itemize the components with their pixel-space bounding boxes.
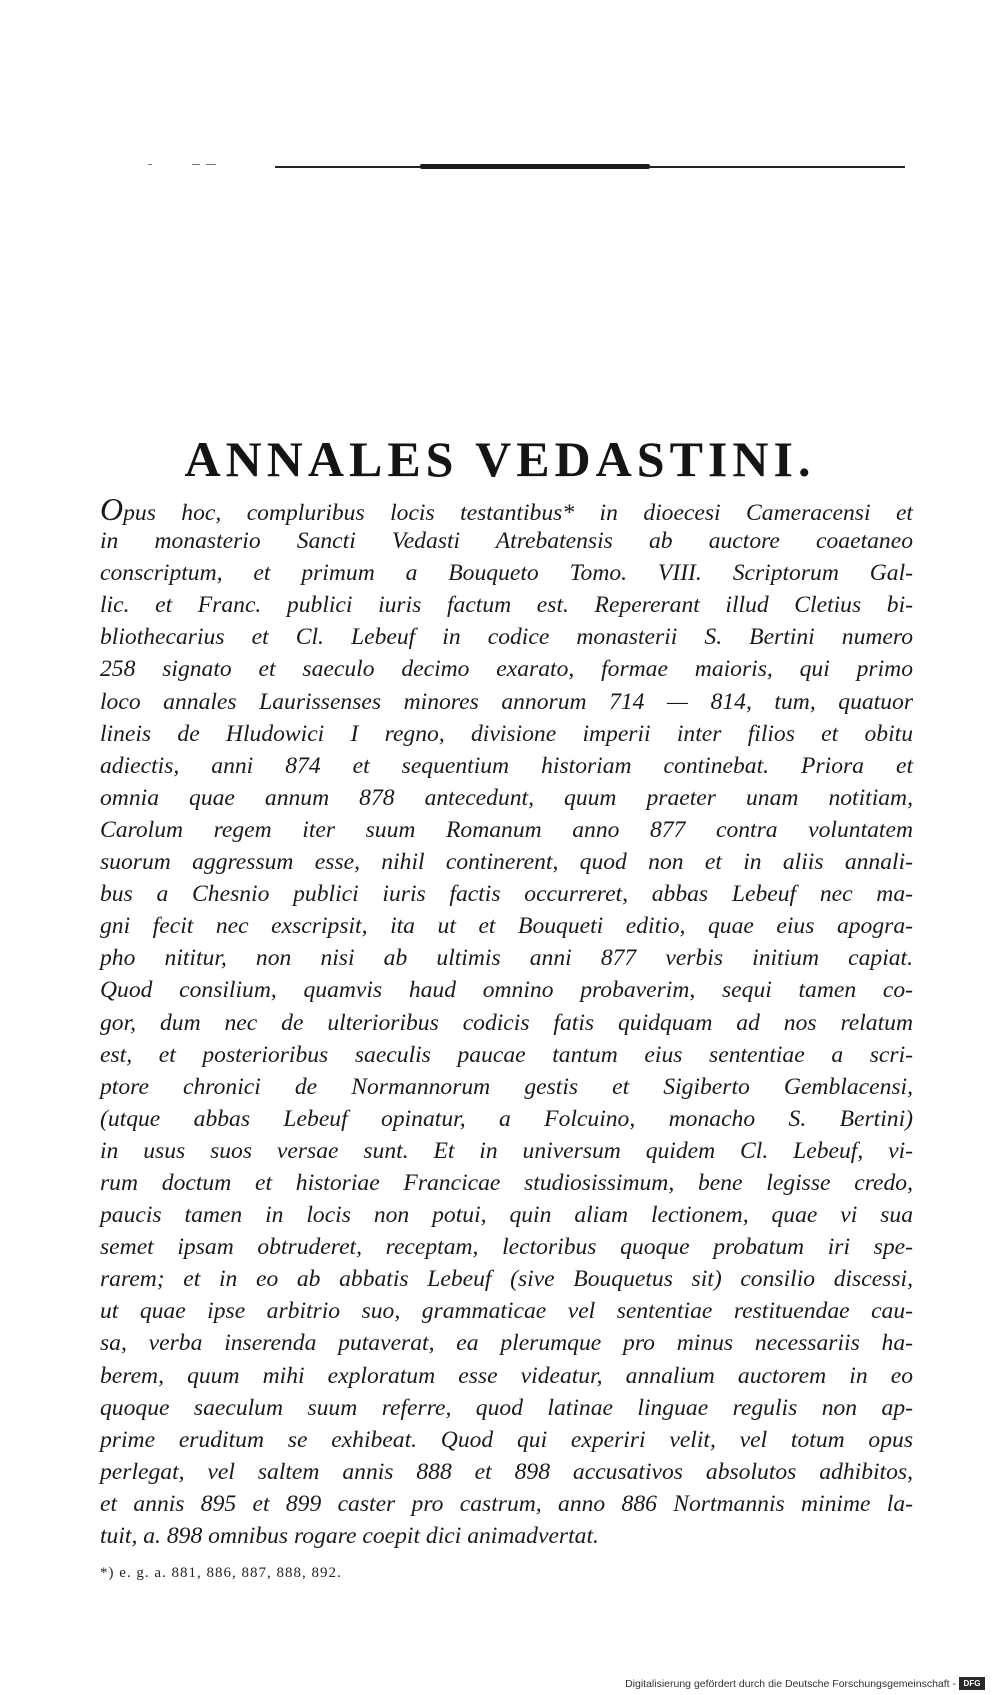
- text-line-content: rum doctum et historiae Francicae studiosissimum, bene legisse credo,: [100, 1169, 913, 1196]
- text-line: [100, 1039, 913, 1071]
- text-line-content: bliothecarius et Cl. Lebeuf in codice monasterii S. Bertini numero: [100, 624, 913, 651]
- text-line-content: est, et posterioribus saeculis paucae tantum eius sententiae a scri-: [100, 1041, 913, 1068]
- text-line-content: tuit, a. 898 omnibus rogare coepit dici animadvertat.: [100, 1523, 599, 1549]
- text-line-content: ut quae ipse arbitrio suo, grammaticae vel sententiae restituendae cau-: [100, 1298, 913, 1325]
- text-line: [100, 1392, 913, 1424]
- text-line-content: et annis 895 et 899 caster pro castrum, anno 886 Nortmannis minime la-: [100, 1490, 913, 1517]
- text-line: [100, 1071, 913, 1103]
- text-line: [100, 557, 913, 589]
- text-line: [100, 1327, 913, 1359]
- text-line: [100, 878, 913, 910]
- text-line: [100, 1167, 913, 1199]
- text-line: [100, 1360, 913, 1392]
- text-line: [100, 814, 913, 846]
- drop-cap: O: [100, 491, 124, 527]
- text-line-content: in monasterio Sancti Vedasti Atrebatensis ab auctore coaetaneo: [100, 528, 913, 555]
- dfg-logo: DFG: [959, 1677, 985, 1690]
- top-rule-swell: [420, 164, 650, 169]
- body-paragraph: [100, 493, 913, 1552]
- text-line: [100, 1199, 913, 1231]
- text-line: [100, 1295, 913, 1327]
- text-line: [100, 1488, 913, 1520]
- text-line: [100, 782, 913, 814]
- text-line-content: Quod consilium, quamvis haud omnino probaverim, sequi tamen co-: [100, 977, 913, 1004]
- page-title: ANNALES VEDASTINI.: [184, 430, 816, 487]
- text-line-content: pus hoc, compluribus locis testantibus* in dioecesi Cameracensi et: [123, 500, 913, 526]
- text-line-content: rarem; et in eo ab abbatis Lebeuf (sive Bouquetus sit) consilio discessi,: [100, 1266, 913, 1293]
- rule-fragment: [148, 164, 218, 166]
- text-line: [100, 1135, 913, 1167]
- text-line-content: gni fecit nec exscripsit, ita ut et Bouqueti editio, quae eius apogra-: [100, 913, 913, 940]
- text-line-content: in usus suos versae sunt. Et in universum quidem Cl. Lebeuf, vi-: [100, 1137, 913, 1164]
- text-line: [100, 621, 913, 653]
- text-line: [100, 1007, 913, 1039]
- text-line-content: gor, dum nec de ulterioribus codicis fatis quidquam ad nos relatum: [100, 1009, 913, 1036]
- text-line-content: Carolum regem iter suum Romanum anno 877 contra voluntatem: [100, 816, 913, 843]
- text-line-content: bus a Chesnio publici iuris factis occurreret, abbas Lebeuf nec ma-: [100, 881, 913, 908]
- text-line-content: pho nititur, non nisi ab ultimis anni 877 verbis initium capiat.: [100, 945, 913, 972]
- text-line: [100, 1263, 913, 1295]
- text-line-content: berem, quum mihi exploratum esse videatur, annalium auctorem in eo: [100, 1362, 913, 1389]
- digitization-credit: Digitalisierung gefördert durch die Deutsche Forschungsgemeinschaft -: [625, 1678, 956, 1690]
- text-line: [100, 974, 913, 1006]
- text-line-content: lic. et Franc. publici iuris factum est. Repererant illud Cletius bi-: [100, 592, 913, 619]
- text-line: [100, 910, 913, 942]
- text-line: [100, 846, 913, 878]
- text-line-content: sa, verba inserenda putaverat, ea plerumque pro minus necessariis ha-: [100, 1330, 913, 1357]
- text-line-content: semet ipsam obtruderet, receptam, lectoribus quoque probatum iri spe-: [100, 1234, 913, 1261]
- text-line: [100, 1520, 913, 1552]
- text-line: [100, 1103, 913, 1135]
- text-line: [100, 718, 913, 750]
- text-line: [100, 1456, 913, 1488]
- text-line-content: 258 signato et saeculo decimo exarato, formae maioris, qui primo: [100, 656, 913, 683]
- text-line-content: adiectis, anni 874 et sequentium historiam continebat. Priora et: [100, 752, 913, 779]
- footnote: *) e. g. a. 881, 886, 887, 888, 892.: [100, 1565, 342, 1581]
- text-line-content: paucis tamen in locis non potui, quin aliam lectionem, quae vi sua: [100, 1202, 913, 1229]
- text-line-content: loco annales Laurissenses minores annorum 714 — 814, tum, quatuor: [100, 688, 913, 715]
- text-line: [100, 750, 913, 782]
- text-line-content: (utque abbas Lebeuf opinatur, a Folcuino, monacho S. Bertini): [100, 1105, 913, 1132]
- text-line: [100, 1424, 913, 1456]
- text-line: [100, 589, 913, 621]
- text-line: [100, 653, 913, 685]
- text-line-content: suorum aggressum esse, nihil continerent, quod non et in aliis annali-: [100, 849, 913, 876]
- text-line-content: omnia quae annum 878 antecedunt, quum praeter unam notitiam,: [100, 784, 913, 811]
- text-line: [100, 1231, 913, 1263]
- text-line: [100, 493, 913, 525]
- text-line-content: ptore chronici de Normannorum gestis et Sigiberto Gemblacensi,: [100, 1073, 913, 1100]
- text-line: [100, 525, 913, 557]
- text-line: [100, 942, 913, 974]
- text-line-content: prime eruditum se exhibeat. Quod qui experiri velit, vel totum opus: [100, 1426, 913, 1453]
- text-line-content: lineis de Hludowici I regno, divisione imperii inter filios et obitu: [100, 720, 913, 747]
- text-line-content: conscriptum, et primum a Bouqueto Tomo. VIII. Scriptorum Gal-: [100, 560, 913, 587]
- text-line-content: quoque saeculum suum referre, quod latinae linguae regulis non ap-: [100, 1394, 913, 1421]
- text-line: [100, 686, 913, 718]
- text-line-content: perlegat, vel saltem annis 888 et 898 accusativos absolutos adhibitos,: [100, 1458, 913, 1485]
